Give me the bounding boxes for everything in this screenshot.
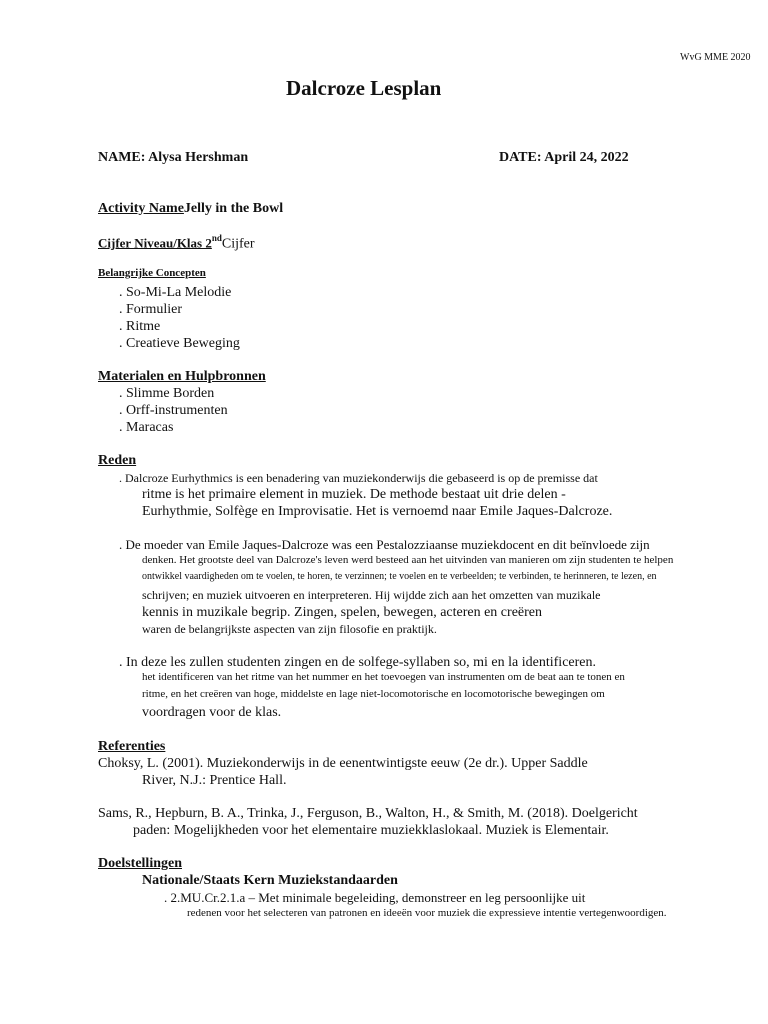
reason-text: kennis in muzikale begrip. Zingen, spelen, bewegen, acteren en creëren xyxy=(142,605,542,620)
concept-item: . So-Mi-La Melodie xyxy=(119,285,232,300)
material-item: . Slimme Borden xyxy=(119,386,215,401)
reason-text: het identificeren van het ritme van het nummer en het toevoegen van instrumenten om de beat aan te tonen en xyxy=(142,671,625,683)
reference-text: Sams, R., Hepburn, B. A., Trinka, J., Ferguson, B., Walton, H., & Smith, M. (2018). Doelgericht xyxy=(98,806,638,821)
activity-line xyxy=(98,201,283,217)
activity-value: Jelly in the Bowl xyxy=(183,201,284,216)
grade-value: Cijfer xyxy=(221,236,255,252)
materials-heading: Materialen en Hulpbronnen xyxy=(98,369,266,384)
name-field: NAME: Alysa Hershman xyxy=(98,150,249,165)
reason-text: schrijven; en muziek uitvoeren en interpreteren. Hij wijdde zich aan het omzetten van muzikale xyxy=(142,588,601,602)
concepts-heading: Belangrijke Concepten xyxy=(98,267,206,279)
goals-heading: Doelstellingen xyxy=(98,856,182,871)
reason-text: voordragen voor de klas. xyxy=(142,705,282,720)
reference-text: River, N.J.: Prentice Hall. xyxy=(142,773,287,788)
document-title: Dalcroze Lesplan xyxy=(286,76,442,100)
grade-sup: nd xyxy=(211,233,222,243)
reason-text: . De moeder van Emile Jaques-Dalcroze was een Pestalozziaanse muziekdocent en dit beïnvloede zijn xyxy=(119,537,650,552)
material-item: . Maracas xyxy=(119,420,174,435)
reason-text: waren de belangrijkste aspecten van zijn filosofie en praktijk. xyxy=(142,622,437,636)
goals-subheading: Nationale/Staats Kern Muziekstandaarden xyxy=(142,873,398,888)
date-field: DATE: April 24, 2022 xyxy=(499,150,629,165)
grade-line xyxy=(98,233,255,252)
reason-text: . Dalcroze Eurhythmics is een benadering van muziekonderwijs die gebaseerd is op de premisse dat xyxy=(119,471,598,485)
reason-text: Eurhythmie, Solfège en Improvisatie. Het is vernoemd naar Emile Jaques-Dalcroze. xyxy=(142,504,613,519)
reference-text: Choksy, L. (2001). Muziekonderwijs in de eenentwintigste eeuw (2e dr.). Upper Saddle xyxy=(98,756,588,771)
activity-label: Activity Name xyxy=(98,201,184,216)
references-heading: Referenties xyxy=(98,739,166,754)
reason-text: ontwikkel vaardigheden om te voelen, te horen, te verzinnen; te voelen en te verbeelden; te verbinden, te herinneren, te lezen, en xyxy=(142,571,657,582)
grade-label: Cijfer Niveau/Klas 2 xyxy=(98,235,212,251)
reason-text: ritme is het primaire element in muziek. De methode bestaat uit drie delen - xyxy=(142,487,566,502)
goals-text: . 2.MU.Cr.2.1.a – Met minimale begeleiding, demonstreer en leg persoonlijke uit xyxy=(164,890,586,905)
concept-item: . Creatieve Beweging xyxy=(119,336,240,351)
reference-text: paden: Mogelijkheden voor het elementaire muziekklaslokaal. Muziek is Elementair. xyxy=(133,823,609,838)
reason-heading: Reden xyxy=(98,453,137,468)
concept-item: . Ritme xyxy=(119,319,161,334)
reason-text: denken. Het grootste deel van Dalcroze's leven werd besteed aan het uitvinden van manieren om zijn studenten te helpen xyxy=(142,554,674,566)
material-item: . Orff-instrumenten xyxy=(119,403,228,418)
reason-text: ritme, en het creëren van hoge, middelste en lage niet-locomotorische en locomotorische bewegingen om xyxy=(142,688,605,700)
reason-text: . In deze les zullen studenten zingen en de solfege-syllaben so, mi en la identificeren. xyxy=(119,655,596,670)
header-tag: WvG MME 2020 xyxy=(680,52,751,63)
concept-item: . Formulier xyxy=(119,302,182,317)
goals-text: redenen voor het selecteren van patronen en ideeën voor muziek die expressieve intentie vertegenwoordigen. xyxy=(187,907,667,919)
